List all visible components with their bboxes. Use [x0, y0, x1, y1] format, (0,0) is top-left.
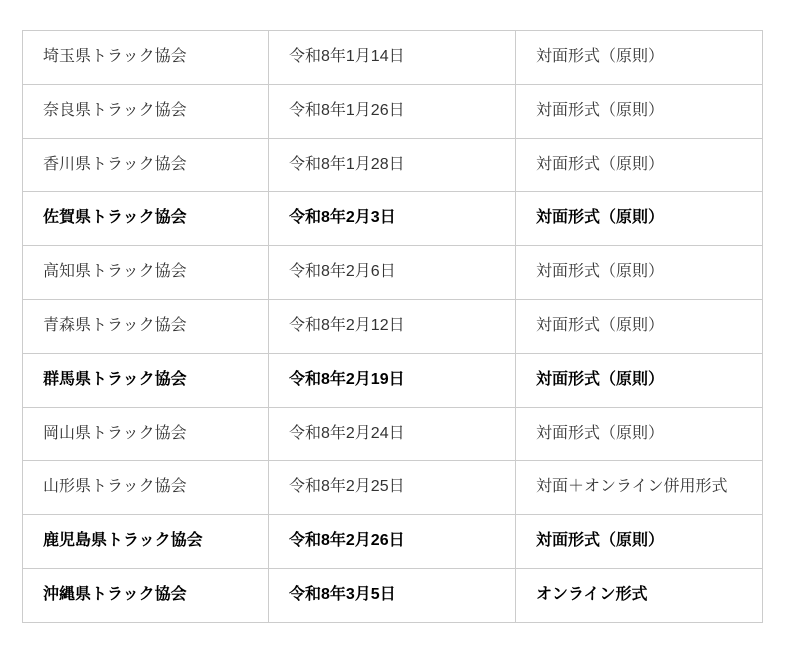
format-cell: 対面形式（原則）: [516, 192, 763, 246]
table-row: [23, 246, 763, 300]
association-cell: 香川県トラック協会: [23, 138, 269, 192]
association-cell: 山形県トラック協会: [23, 461, 269, 515]
format-cell: 対面形式（原則）: [516, 84, 763, 138]
date-cell: 令和8年1月28日: [269, 138, 516, 192]
date-cell: 令和8年2月24日: [269, 407, 516, 461]
format-cell: 対面形式（原則）: [516, 246, 763, 300]
association-cell: 奈良県トラック協会: [23, 84, 269, 138]
table-row: [23, 515, 763, 569]
table-row: [23, 461, 763, 515]
format-cell: 対面＋オンライン併用形式: [516, 461, 763, 515]
format-cell: オンライン形式: [516, 568, 763, 622]
association-cell: 沖縄県トラック協会: [23, 568, 269, 622]
association-cell: 埼玉県トラック協会: [23, 31, 269, 85]
format-cell: 対面形式（原則）: [516, 138, 763, 192]
date-cell: 令和8年2月19日: [269, 353, 516, 407]
table-row: [23, 192, 763, 246]
date-cell: 令和8年2月6日: [269, 246, 516, 300]
format-cell: 対面形式（原則）: [516, 353, 763, 407]
meeting-schedule-table: [22, 30, 763, 623]
date-cell: 令和8年2月25日: [269, 461, 516, 515]
date-cell: 令和8年2月26日: [269, 515, 516, 569]
table-row: [23, 84, 763, 138]
association-cell: 佐賀県トラック協会: [23, 192, 269, 246]
date-cell: 令和8年1月26日: [269, 84, 516, 138]
table-body: [23, 31, 763, 623]
table-row: [23, 138, 763, 192]
table-row: [23, 568, 763, 622]
association-cell: 岡山県トラック協会: [23, 407, 269, 461]
association-cell: 鹿児島県トラック協会: [23, 515, 269, 569]
format-cell: 対面形式（原則）: [516, 299, 763, 353]
date-cell: 令和8年2月12日: [269, 299, 516, 353]
association-cell: 高知県トラック協会: [23, 246, 269, 300]
format-cell: 対面形式（原則）: [516, 31, 763, 85]
date-cell: 令和8年1月14日: [269, 31, 516, 85]
date-cell: 令和8年2月3日: [269, 192, 516, 246]
table-row: [23, 299, 763, 353]
association-cell: 群馬県トラック協会: [23, 353, 269, 407]
table-row: [23, 407, 763, 461]
table-row: [23, 353, 763, 407]
association-cell: 青森県トラック協会: [23, 299, 269, 353]
table-row: [23, 31, 763, 85]
date-cell: 令和8年3月5日: [269, 568, 516, 622]
format-cell: 対面形式（原則）: [516, 407, 763, 461]
format-cell: 対面形式（原則）: [516, 515, 763, 569]
